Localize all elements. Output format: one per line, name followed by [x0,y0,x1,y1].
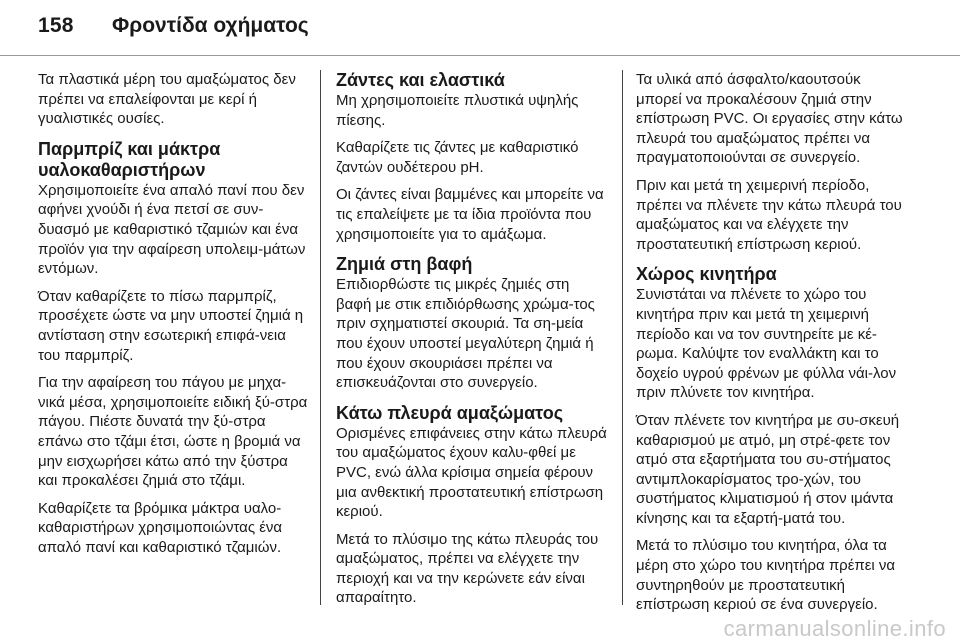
paragraph: Συνιστάται να πλένετε το χώρο του κινητήρα πριν και μετά τη χειμερινή περίοδο και να τον συντηρείτε με κέ-ρωμα. Καλύψτε τον εναλλάκτη και το δοχείο υγρού φρένων με φύλλα νάι-λον πριν πλύνετε τον κινητήρα. [636,286,897,402]
paragraph: Χρησιμοποιείτε ένα απαλό πανί που δεν αφήνει χνούδι ή ένα πετσί σε συν-δυασμό με καθαριστικό τζαμιών και ένα προϊόν για την αφαίρεση υπολειμ-μάτων εντόμων. [38,181,306,278]
column-divider-2 [622,70,623,605]
paragraph: Για την αφαίρεση του πάγου με μηχα-νικά μέσα, χρησιμοποιείτε ειδική ξύ-στρα πάγου. Πιέστε δυνατά την ξύ-στρα επάνω στο τζάμι έτσι, ώστε η βρομιά να μην εισχωρήσει κάτω από την ξύστρα και προκαλέσει ζημιά στο τζάμι. [38,374,308,490]
page-number: 158 [38,14,74,37]
header-divider [0,55,960,56]
section-title-wheels: Ζάντες και ελαστικά [336,70,505,90]
column-divider-1 [320,70,321,605]
paragraph: Πριν και μετά τη χειμερινή περίοδο, πρέπει να πλένετε την κάτω πλευρά του αμαξώματος και να ελέγχετε την προστατευτική επίστρωση κεριού. [636,176,902,253]
section-title-underbody: Κάτω πλευρά αμαξώματος [336,402,564,423]
paragraph: Μη χρησιμοποιείτε πλυστικά υψηλής πίεσης. [336,92,579,129]
page-title: Φροντίδα οχήματος [112,14,309,37]
paragraph: Καθαρίζετε τα βρόμικα μάκτρα υαλο-καθαριστήρων χρησιμοποιώντας ένα απαλό πανί και καθαριστικό τζαμιών. [38,499,283,556]
paragraph: Όταν καθαρίζετε το πίσω παρμπρίζ, προσέχετε ώστε να μην υποστεί ζημιά η αντίσταση στην εσωτερική επιφά-νεια του παρμπρίζ. [38,287,304,364]
paragraph: Μετά το πλύσιμο του κινητήρα, όλα τα μέρη στο χώρο του κινητήρα πρέπει να συντηρηθούν με προστατευτική επίστρωση κεριού σε ένα συνεργείο. [636,537,896,614]
paragraph: Όταν πλένετε τον κινητήρα με συ-σκευή καθαρισμού με ατμό, μη στρέ-φετε τον ατμό στα εξαρτήματα του συ-στήματος αντιμπλοκαρίσματος τρο-χών, του συστήματος κλιματισμού ή στον ιμάντα κίνησης και τα εξαρτή-ματά του. [636,411,900,527]
paragraph: Τα υλικά από άσφαλτο/καουτσούκ μπορεί να προκαλέσουν ζημιά στην επίστρωση PVC. Οι εργασίες στην κάτω πλευρά του αμαξώματος πρέπει να πραγματοποιούνται σε συνεργείο. [636,71,903,167]
column-1 [38,70,310,565]
column-2 [336,70,608,616]
paragraph: Ορισμένες επιφάνειες στην κάτω πλευρά του αμαξώματος έχουν καλυ-φθεί με PVC, ενώ άλλα κρίσιμα σημεία φέρουν μια ανθεκτική προστατευτική επίστρωση κεριού. [336,424,607,521]
page-header [0,0,960,60]
paragraph: Καθαρίζετε τις ζάντες με καθαριστικό ζαντών ουδέτερου pH. [336,139,579,176]
column-3 [636,70,908,623]
intro-paragraph: Τα πλαστικά μέρη του αμαξώματος δεν πρέπει να επαλείφονται με κερί ή γυαλιστικές ουσίες. [38,71,296,128]
paragraph: Επιδιορθώστε τις μικρές ζημιές στη βαφή με στικ επιδιόρθωσης χρώμα-τος πριν σχηματιστεί σκουριά. Τα ση-μεία που έχουν υποστεί μεγαλύτερη ζημιά ή που έχουν σκουριάσει πρέπει να επισκευάζονται στο συνεργείο. [336,276,595,392]
paragraph: Μετά το πλύσιμο της κάτω πλευράς του αμαξώματος, πρέπει να ελέγχετε την περιοχή και να την κερώνετε εάν είναι απαραίτητο. [336,530,599,607]
section-title-paint-damage: Ζημιά στη βαφή [336,254,473,275]
watermark: carmanualsonline.info [723,616,946,641]
section-title-engine-compartment: Χώρος κινητήρα [636,264,777,285]
section-title-windscreen: Παρμπρίζ και μάκτρα υαλοκαθαριστήρων [38,138,221,180]
paragraph: Οι ζάντες είναι βαμμένες και μπορείτε να τις επαλείψετε με τα ίδια προϊόντα που χρησιμοποιείτε για το αμάξωμα. [336,186,604,243]
